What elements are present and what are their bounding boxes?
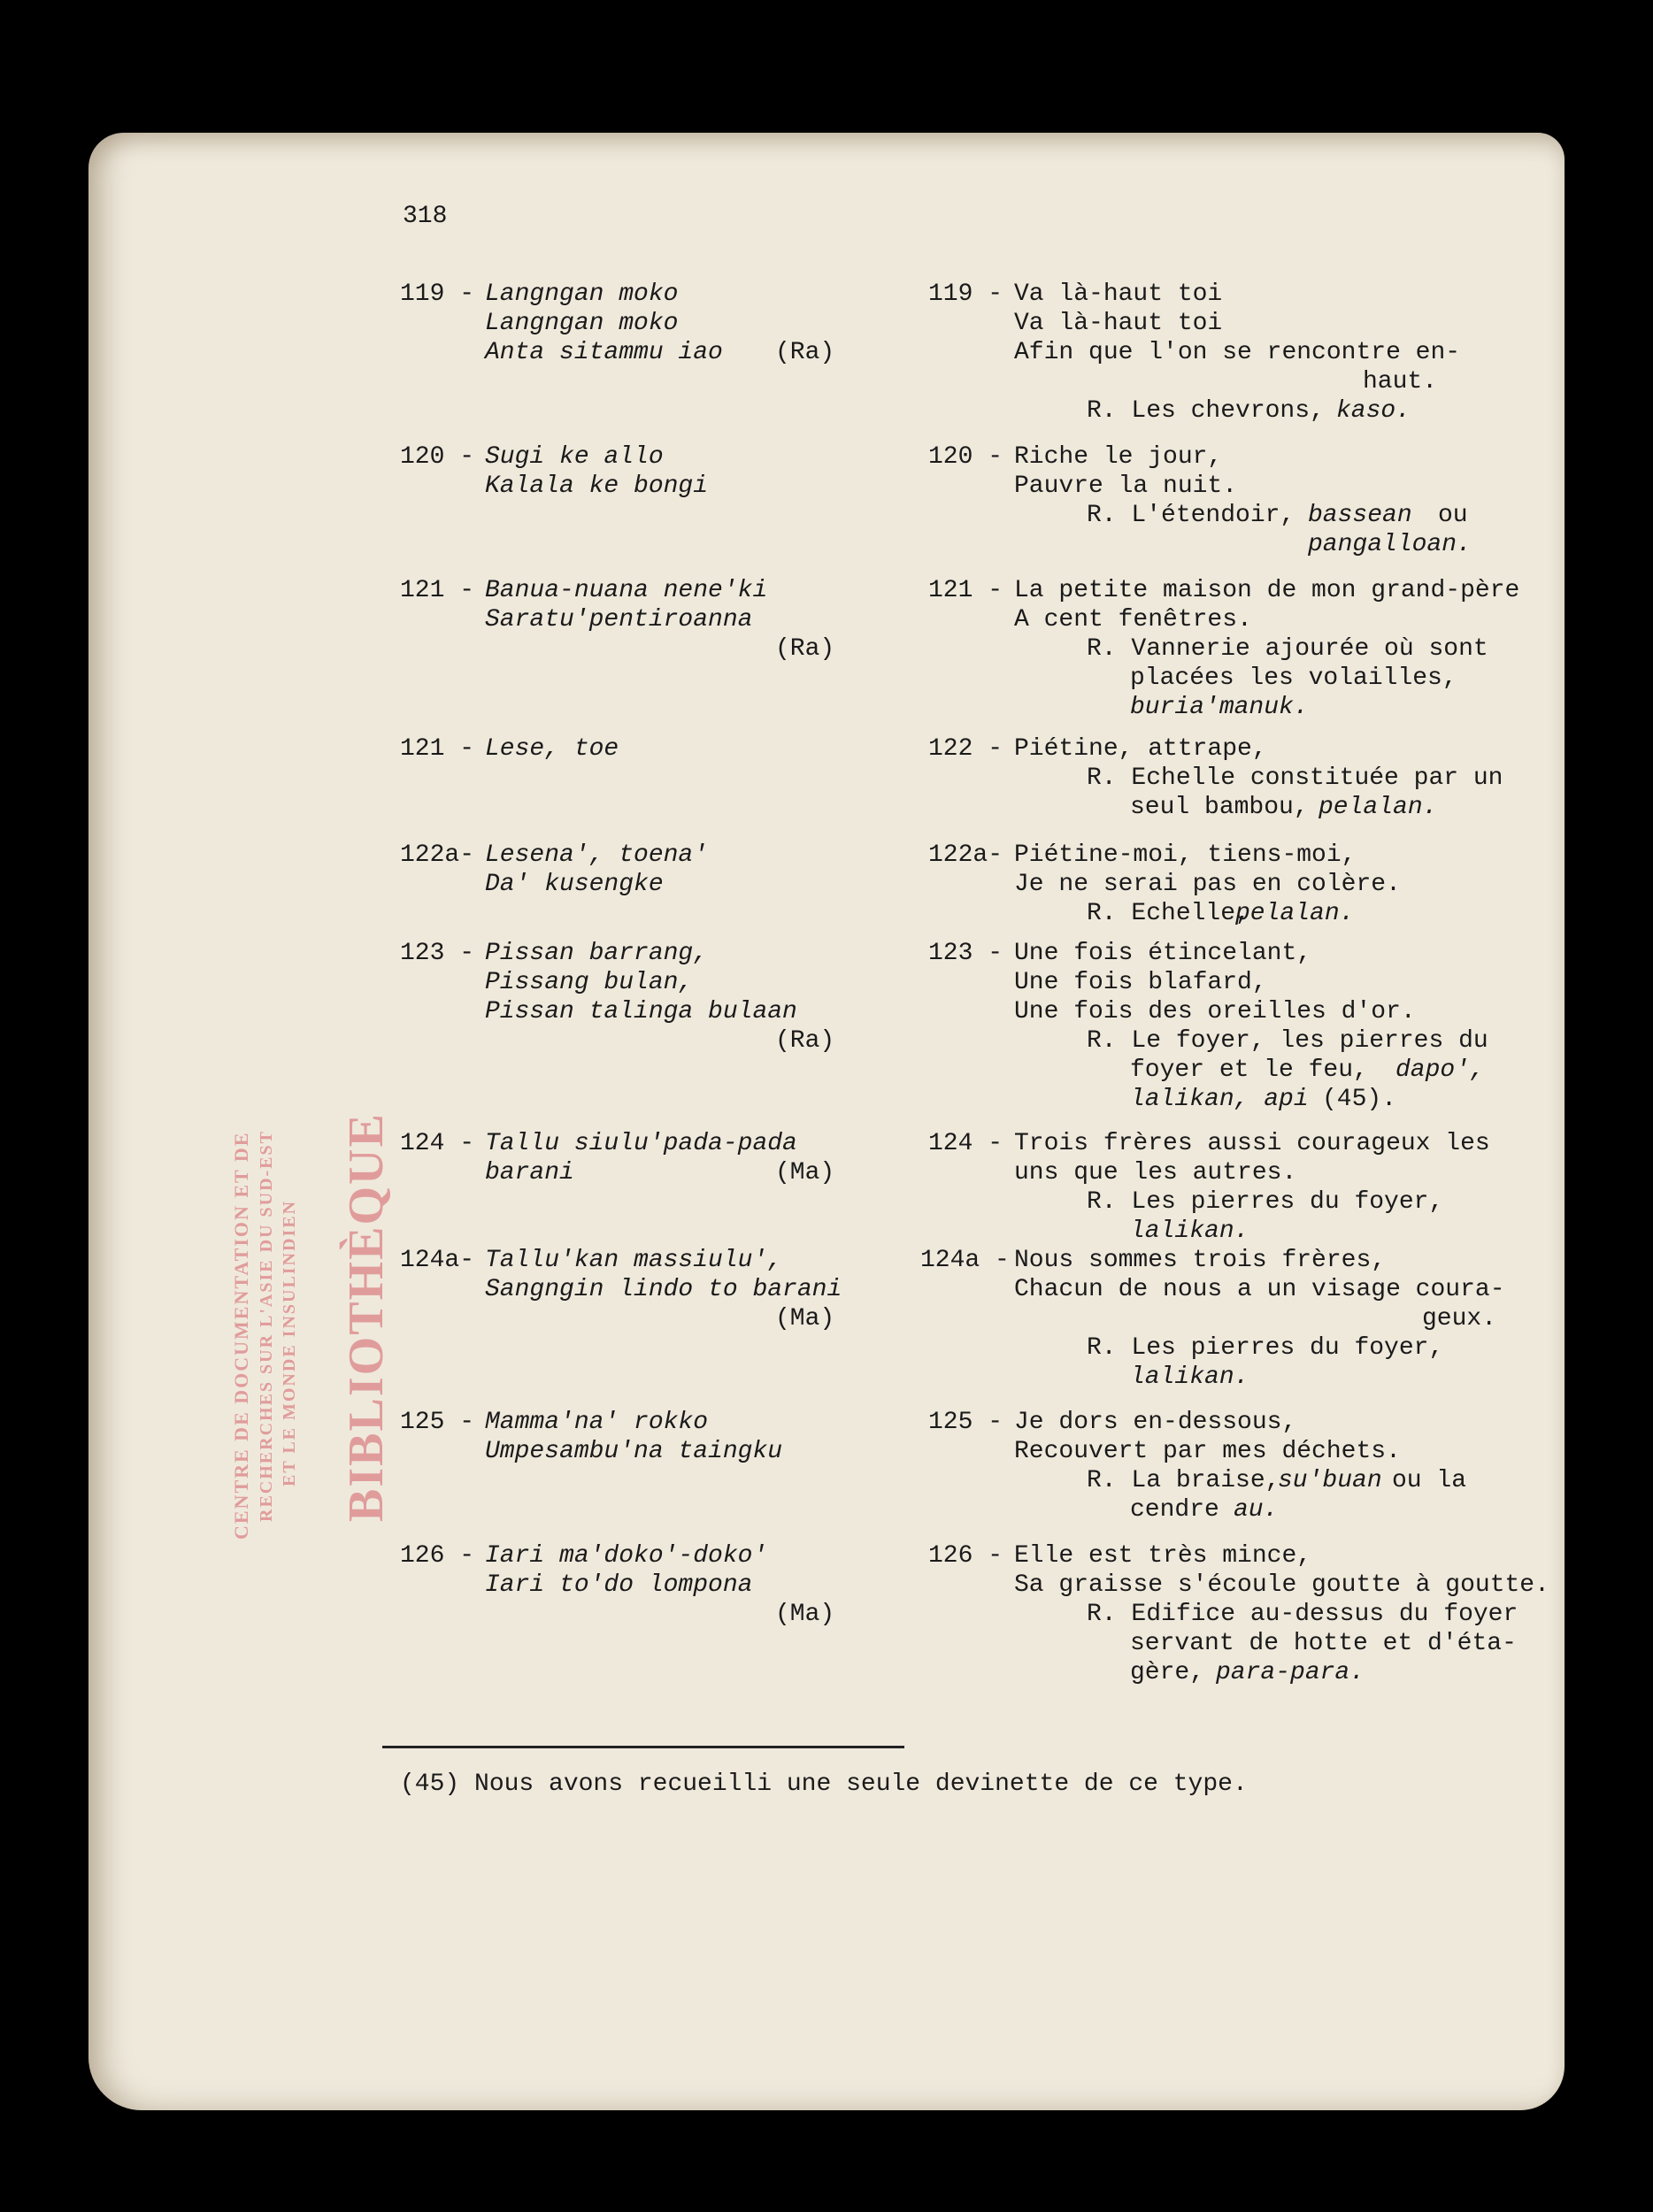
right-number: 119 - bbox=[928, 280, 1003, 308]
toraja-line: Pissang bulan, bbox=[485, 969, 694, 996]
answer-line: seul bambou, bbox=[1130, 794, 1309, 821]
answer-line: R. La braise, bbox=[1087, 1467, 1280, 1494]
answer-line: R. Echelle, bbox=[1087, 900, 1250, 927]
source-tag: (Ma) bbox=[775, 1601, 835, 1628]
answer-line: R. Les chevrons, bbox=[1087, 397, 1325, 425]
stamp-line-2: RECHERCHES SUR L'ASIE DU SUD-EST bbox=[257, 1130, 276, 1522]
answer-line: placées les volailles, bbox=[1130, 664, 1457, 692]
toraja-line: Tallu'kan massiulu', bbox=[485, 1247, 783, 1274]
toraja-line: Pissan barrang, bbox=[485, 940, 709, 967]
answer-term: dapo', bbox=[1395, 1056, 1485, 1084]
right-number: 126 - bbox=[928, 1542, 1003, 1570]
answer-term: lalikan. bbox=[1130, 1363, 1249, 1391]
right-number: 121 - bbox=[928, 577, 1003, 604]
french-line: Sa graisse s'écoule goutte à goutte. bbox=[1014, 1571, 1549, 1599]
answer-term: su'buan bbox=[1278, 1467, 1382, 1494]
toraja-line: Pissan talinga bulaan bbox=[485, 998, 797, 1025]
answer-line: cendre bbox=[1130, 1496, 1219, 1524]
answer-line: R. Echelle constituée par un bbox=[1087, 764, 1503, 792]
left-number: 121 - bbox=[400, 735, 475, 763]
french-line: La petite maison de mon grand-père bbox=[1014, 577, 1520, 604]
library-stamp bbox=[106, 991, 394, 1593]
french-line: Piétine, attrape, bbox=[1014, 735, 1267, 763]
source-tag: (Ma) bbox=[775, 1305, 835, 1333]
answer-term: buria'manuk. bbox=[1130, 694, 1309, 721]
left-number: 120 - bbox=[400, 443, 475, 471]
answer-line: R. L'étendoir, bbox=[1087, 502, 1295, 529]
french-line: geux. bbox=[1422, 1305, 1497, 1333]
toraja-line: barani bbox=[485, 1159, 574, 1187]
answer-line: R. Les pierres du foyer, bbox=[1087, 1188, 1444, 1216]
answer-term: lalikan, api bbox=[1130, 1086, 1309, 1113]
source-tag: (Ma) bbox=[775, 1159, 835, 1187]
left-number: 125 - bbox=[400, 1409, 475, 1436]
source-tag: (Ra) bbox=[775, 1027, 835, 1055]
toraja-line: Mamma'na' rokko bbox=[485, 1409, 709, 1436]
stamp-line-1: CENTRE DE DOCUMENTATION ET DE bbox=[230, 1131, 252, 1540]
french-line: Va là-haut toi bbox=[1014, 280, 1223, 308]
toraja-line: Sugi ke allo bbox=[485, 443, 664, 471]
answer-line: ou la bbox=[1392, 1467, 1467, 1494]
answer-term: lalikan. bbox=[1130, 1217, 1249, 1245]
toraja-line: Lesena', toena' bbox=[485, 841, 709, 869]
right-number: 124 - bbox=[928, 1130, 1003, 1157]
french-line: Pauvre la nuit. bbox=[1014, 472, 1238, 500]
answer-line: ou bbox=[1438, 502, 1468, 529]
french-line: Recouvert par mes déchets. bbox=[1014, 1438, 1401, 1465]
footnote-rule bbox=[382, 1746, 904, 1748]
french-line: haut. bbox=[1363, 368, 1438, 396]
toraja-line: Langngan moko bbox=[485, 280, 679, 308]
french-line: Je ne serai pas en colère. bbox=[1014, 871, 1401, 898]
answer-term: pangalloan. bbox=[1308, 531, 1472, 558]
answer-line: (45). bbox=[1322, 1086, 1397, 1113]
book-page bbox=[88, 133, 1565, 2110]
answer-line: R. Le foyer, les pierres du bbox=[1087, 1027, 1488, 1055]
answer-line: gère, bbox=[1130, 1659, 1205, 1686]
left-number: 124 - bbox=[400, 1130, 475, 1157]
left-number: 124a- bbox=[400, 1247, 475, 1274]
french-line: Chacun de nous a un visage coura- bbox=[1014, 1276, 1505, 1303]
french-line: Trois frères aussi courageux les bbox=[1014, 1130, 1490, 1157]
right-number: 125 - bbox=[928, 1409, 1003, 1436]
right-number: 122 - bbox=[928, 735, 1003, 763]
toraja-line: Langngan moko bbox=[485, 310, 679, 337]
left-number: 119 - bbox=[400, 280, 475, 308]
answer-line: foyer et le feu, bbox=[1130, 1056, 1368, 1084]
toraja-line: Kalala ke bongi bbox=[485, 472, 709, 500]
answer-line: R. Vannerie ajourée où sont bbox=[1087, 635, 1488, 663]
answer-line: R. Les pierres du foyer, bbox=[1087, 1334, 1444, 1362]
source-tag: (Ra) bbox=[775, 635, 835, 663]
toraja-line: Sangngin lindo to barani bbox=[485, 1276, 842, 1303]
toraja-line: Anta sitammu iao bbox=[485, 339, 723, 366]
page-number: 318 bbox=[403, 203, 448, 230]
toraja-line: Banua-nuana nene'ki bbox=[485, 577, 768, 604]
toraja-line: Iari ma'doko'-doko' bbox=[485, 1542, 768, 1570]
toraja-line: Lese, toe bbox=[485, 735, 619, 763]
french-line: Nous sommes trois frères, bbox=[1014, 1247, 1387, 1274]
answer-term: bassean bbox=[1308, 502, 1412, 529]
left-number: 122a- bbox=[400, 841, 475, 869]
french-line: Riche le jour, bbox=[1014, 443, 1223, 471]
toraja-line: Umpesambu'na taingku bbox=[485, 1438, 783, 1465]
french-line: Une fois blafard, bbox=[1014, 969, 1267, 996]
stamp-title: BIBLIOTHÈQUE bbox=[339, 1112, 394, 1522]
right-number: 124a - bbox=[920, 1247, 1010, 1274]
answer-term: pelalan. bbox=[1319, 794, 1438, 821]
toraja-line: Tallu siulu'pada-pada bbox=[485, 1130, 797, 1157]
answer-line: servant de hotte et d'éta- bbox=[1130, 1630, 1517, 1657]
french-line: A cent fenêtres. bbox=[1014, 606, 1252, 634]
right-number: 123 - bbox=[928, 940, 1003, 967]
french-line: uns que les autres. bbox=[1014, 1159, 1297, 1187]
right-number: 120 - bbox=[928, 443, 1003, 471]
answer-term: kaso. bbox=[1336, 397, 1411, 425]
french-line: Piétine-moi, tiens-moi, bbox=[1014, 841, 1357, 869]
left-number: 123 - bbox=[400, 940, 475, 967]
french-line: Une fois des oreilles d'or. bbox=[1014, 998, 1416, 1025]
answer-term: para-para. bbox=[1216, 1659, 1365, 1686]
french-line: Elle est très mince, bbox=[1014, 1542, 1312, 1570]
toraja-line: Saratu'pentiroanna bbox=[485, 606, 753, 634]
right-number: 122a- bbox=[928, 841, 1003, 869]
french-line: Afin que l'on se rencontre en- bbox=[1014, 339, 1461, 366]
french-line: Va là-haut toi bbox=[1014, 310, 1223, 337]
stamp-line-3: ET LE MONDE INSULINDIEN bbox=[280, 1199, 299, 1486]
left-number: 126 - bbox=[400, 1542, 475, 1570]
source-tag: (Ra) bbox=[775, 339, 835, 366]
french-line: Une fois étincelant, bbox=[1014, 940, 1312, 967]
left-number: 121 - bbox=[400, 577, 475, 604]
footnote: (45) Nous avons recueilli une seule devinette de ce type. bbox=[400, 1770, 1248, 1798]
answer-line: R. Edifice au-dessus du foyer bbox=[1087, 1601, 1518, 1628]
answer-term: pelalan. bbox=[1235, 900, 1355, 927]
answer-term: au. bbox=[1234, 1496, 1279, 1524]
toraja-line: Da' kusengke bbox=[485, 871, 664, 898]
french-line: Je dors en-dessous, bbox=[1014, 1409, 1297, 1436]
toraja-line: Iari to'do lompona bbox=[485, 1571, 753, 1599]
